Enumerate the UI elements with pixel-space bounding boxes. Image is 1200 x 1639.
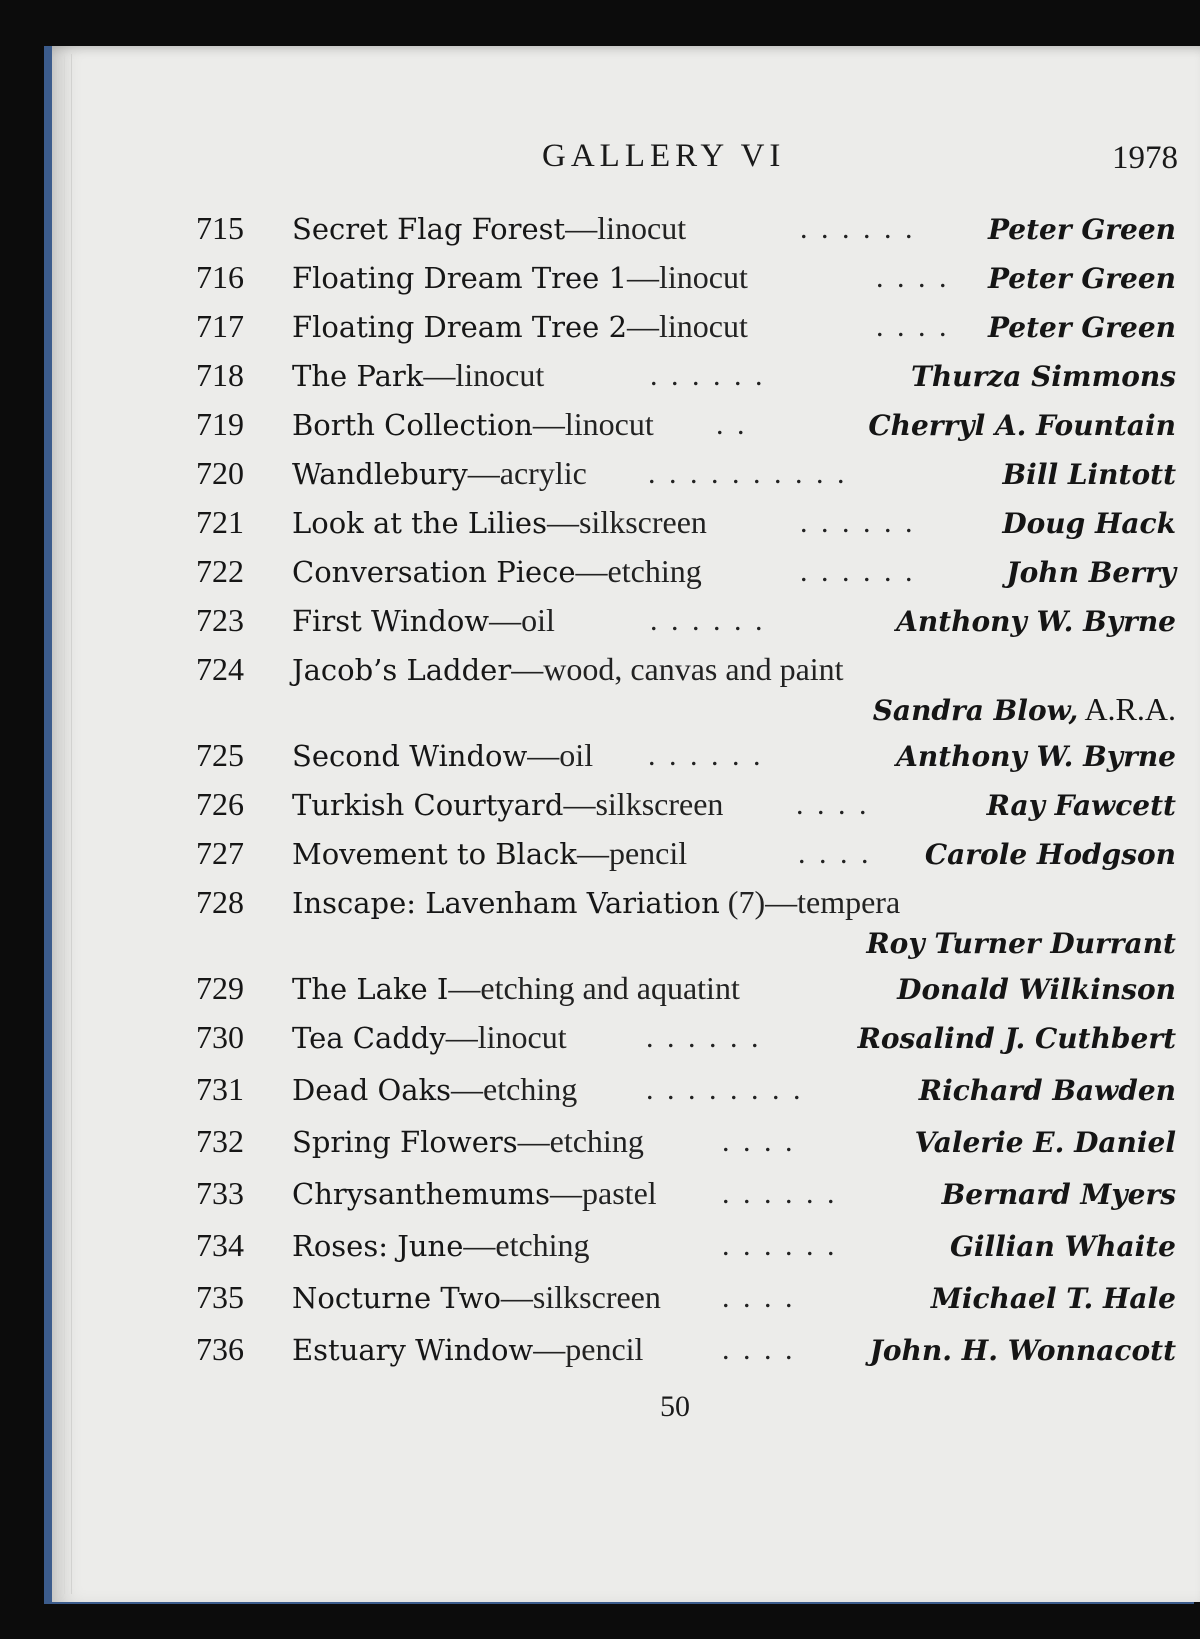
- catalogue-entry: [0, 884, 1200, 974]
- dot-leaders: . . . . . .: [722, 1229, 838, 1262]
- entry-title: Wandlebury—acrylic: [292, 455, 587, 491]
- entry-number: 721: [196, 504, 244, 540]
- entry-artist: John. H. Wonnacott: [869, 1334, 1176, 1367]
- catalogue-entry: [0, 357, 1200, 405]
- entry-number: 716: [196, 259, 244, 295]
- dot-leaders: . . . . . .: [722, 1177, 838, 1210]
- entry-number: 734: [196, 1227, 244, 1263]
- entry-medium: —acrylic: [467, 455, 587, 491]
- entry-number: 733: [196, 1175, 244, 1211]
- entry-artist: Rosalind J. Cuthbert: [857, 1022, 1176, 1055]
- entry-number: 729: [196, 970, 244, 1006]
- entry-artist: John Berry: [1006, 556, 1176, 589]
- dot-leaders: . . . . . .: [648, 739, 764, 772]
- catalogue-entry: [0, 651, 1200, 741]
- dot-leaders: . . . . . . . .: [646, 1073, 804, 1106]
- entry-artist: Ray Fawcett: [986, 789, 1176, 822]
- catalogue-entry: [0, 504, 1200, 552]
- entry-artist: Anthony W. Byrne: [896, 605, 1176, 638]
- entry-number: 735: [196, 1279, 244, 1315]
- dot-leaders: . . . .: [722, 1281, 796, 1314]
- catalogue-entry: [0, 602, 1200, 650]
- entry-medium: (7)—tempera: [719, 884, 901, 920]
- catalogue-entry: [0, 455, 1200, 503]
- entry-number: 720: [196, 455, 244, 491]
- entry-medium: —oil: [489, 602, 555, 638]
- entry-medium: —linocut: [627, 259, 748, 295]
- entry-title: Floating Dream Tree 1—linocut: [292, 259, 748, 295]
- running-header: [0, 138, 1200, 182]
- entry-artist: Valerie E. Daniel: [914, 1126, 1176, 1159]
- entry-medium: —linocut: [627, 308, 748, 344]
- entry-title: Jacob’s Ladder—wood, canvas and paint: [292, 651, 844, 687]
- catalogue-entry: [0, 1175, 1200, 1223]
- entry-title: Look at the Lilies—silkscreen: [292, 504, 707, 540]
- entry-number: 717: [196, 308, 244, 344]
- entry-number: 732: [196, 1123, 244, 1159]
- entry-number: 726: [196, 786, 244, 822]
- entry-artist: Richard Bawden: [918, 1074, 1176, 1107]
- entry-number: 728: [196, 884, 244, 920]
- entry-number: 736: [196, 1331, 244, 1367]
- entry-number: 715: [196, 210, 244, 246]
- entry-medium: —etching: [575, 553, 702, 589]
- entry-medium: —pencil: [576, 835, 688, 871]
- entry-number: 730: [196, 1019, 244, 1055]
- dot-leaders: . . . .: [876, 261, 950, 294]
- entry-title: Borth Collection—linocut: [292, 406, 654, 442]
- entry-title: The Lake I—etching and aquatint: [292, 970, 740, 1006]
- catalogue-entry: [0, 1123, 1200, 1171]
- entry-medium: —silkscreen: [563, 786, 724, 822]
- dot-leaders: . . . . . .: [646, 1021, 762, 1054]
- entry-title: Secret Flag Forest—linocut: [292, 210, 687, 246]
- entry-number: 723: [196, 602, 244, 638]
- entry-medium: —silkscreen: [500, 1279, 661, 1315]
- entry-title: Movement to Black—pencil: [292, 835, 688, 871]
- entry-title: Spring Flowers—etching: [292, 1123, 644, 1159]
- page-number: 50: [660, 1390, 690, 1423]
- entry-medium: —etching: [463, 1227, 590, 1263]
- catalogue-entry: [0, 1019, 1200, 1067]
- dot-leaders: . . . .: [796, 788, 870, 821]
- entry-medium: —etching: [451, 1071, 578, 1107]
- entry-artist: Donald Wilkinson: [897, 973, 1176, 1006]
- entry-medium: —linocut: [565, 210, 687, 246]
- entry-artist: Bill Lintott: [1002, 458, 1176, 491]
- entry-title: Tea Caddy—linocut: [292, 1019, 567, 1055]
- entry-number: 727: [196, 835, 244, 871]
- dot-leaders: . . . . . .: [650, 604, 766, 637]
- entry-title: Floating Dream Tree 2—linocut: [292, 308, 748, 344]
- entry-artist: Sandra Blow, A.R.A.: [872, 691, 1176, 727]
- dot-leaders: . . . .: [722, 1125, 796, 1158]
- entry-title: Dead Oaks—etching: [292, 1071, 578, 1107]
- dot-leaders: . . . . . .: [800, 555, 916, 588]
- entry-medium: —pencil: [533, 1331, 644, 1367]
- entry-artist: Peter Green: [987, 311, 1176, 344]
- catalogue-entry: [0, 308, 1200, 356]
- entry-artist: Doug Hack: [1002, 507, 1176, 540]
- entry-title: Second Window—oil: [292, 737, 594, 773]
- dot-leaders: . . . . . .: [800, 212, 916, 245]
- entry-title: First Window—oil: [292, 602, 555, 638]
- entry-number: 725: [196, 737, 244, 773]
- entry-title: Chrysanthemums—pastel: [292, 1175, 657, 1211]
- entry-number: 724: [196, 651, 244, 687]
- catalogue-entry: [0, 553, 1200, 601]
- entry-medium: —linocut: [423, 357, 545, 393]
- dot-leaders: . . . . . . . . . .: [648, 457, 848, 490]
- catalogue-entry: [0, 1071, 1200, 1119]
- entry-medium: —etching and aquatint: [448, 970, 740, 1006]
- entry-title: Turkish Courtyard—silkscreen: [292, 786, 724, 822]
- entry-artist: Anthony W. Byrne: [896, 740, 1176, 773]
- entry-artist: Peter Green: [987, 213, 1176, 246]
- entry-medium: —wood, canvas and paint: [511, 651, 844, 687]
- entry-medium: —pastel: [550, 1175, 657, 1211]
- catalogue-entry: [0, 786, 1200, 834]
- entry-number: 731: [196, 1071, 244, 1107]
- gallery-title: GALLERY VI: [542, 138, 786, 174]
- entry-medium: —silkscreen: [546, 504, 707, 540]
- entry-artist: Gillian Whaite: [949, 1230, 1176, 1263]
- entry-title: Inscape: Lavenham Variation (7)—tempera: [292, 884, 901, 920]
- entry-artist: Thurza Simmons: [910, 360, 1176, 393]
- dot-leaders: . . . . . .: [800, 506, 916, 539]
- entry-number: 722: [196, 553, 244, 589]
- entry-title: The Park—linocut: [292, 357, 545, 393]
- entry-medium: —linocut: [445, 1019, 567, 1055]
- entry-artist: Bernard Myers: [941, 1178, 1176, 1211]
- dot-leaders: . .: [716, 408, 748, 441]
- entry-number: 718: [196, 357, 244, 393]
- catalogue-entry: [0, 1227, 1200, 1275]
- catalogue-entry: [0, 835, 1200, 883]
- year: 1978: [1112, 140, 1178, 176]
- entry-medium: —linocut: [532, 406, 654, 442]
- dot-leaders: . . . .: [798, 837, 872, 870]
- catalogue-entry: [0, 737, 1200, 785]
- dot-leaders: . . . . . .: [650, 359, 766, 392]
- entry-artist: Peter Green: [987, 262, 1176, 295]
- entry-title: Roses: June—etching: [292, 1227, 590, 1263]
- entry-artist: Roy Turner Durrant: [866, 927, 1176, 960]
- entry-title: Conversation Piece—etching: [292, 553, 702, 589]
- dot-leaders: . . . .: [722, 1333, 796, 1366]
- entry-medium: —oil: [527, 737, 594, 773]
- dot-leaders: . . . .: [876, 310, 950, 343]
- entry-title: Estuary Window—pencil: [292, 1331, 644, 1367]
- catalogue-entry: [0, 970, 1200, 1018]
- entry-number: 719: [196, 406, 244, 442]
- catalogue-entry: [0, 259, 1200, 307]
- catalogue-entry: [0, 1331, 1200, 1379]
- entry-artist: Michael T. Hale: [930, 1282, 1176, 1315]
- entry-artist: Cherryl A. Fountain: [868, 409, 1176, 442]
- catalogue-entry: [0, 406, 1200, 454]
- entry-medium: —etching: [517, 1123, 644, 1159]
- catalogue-entry: [0, 210, 1200, 258]
- entry-artist: Carole Hodgson: [924, 838, 1176, 871]
- entry-title: Nocturne Two—silkscreen: [292, 1279, 661, 1315]
- catalogue-entry: [0, 1279, 1200, 1327]
